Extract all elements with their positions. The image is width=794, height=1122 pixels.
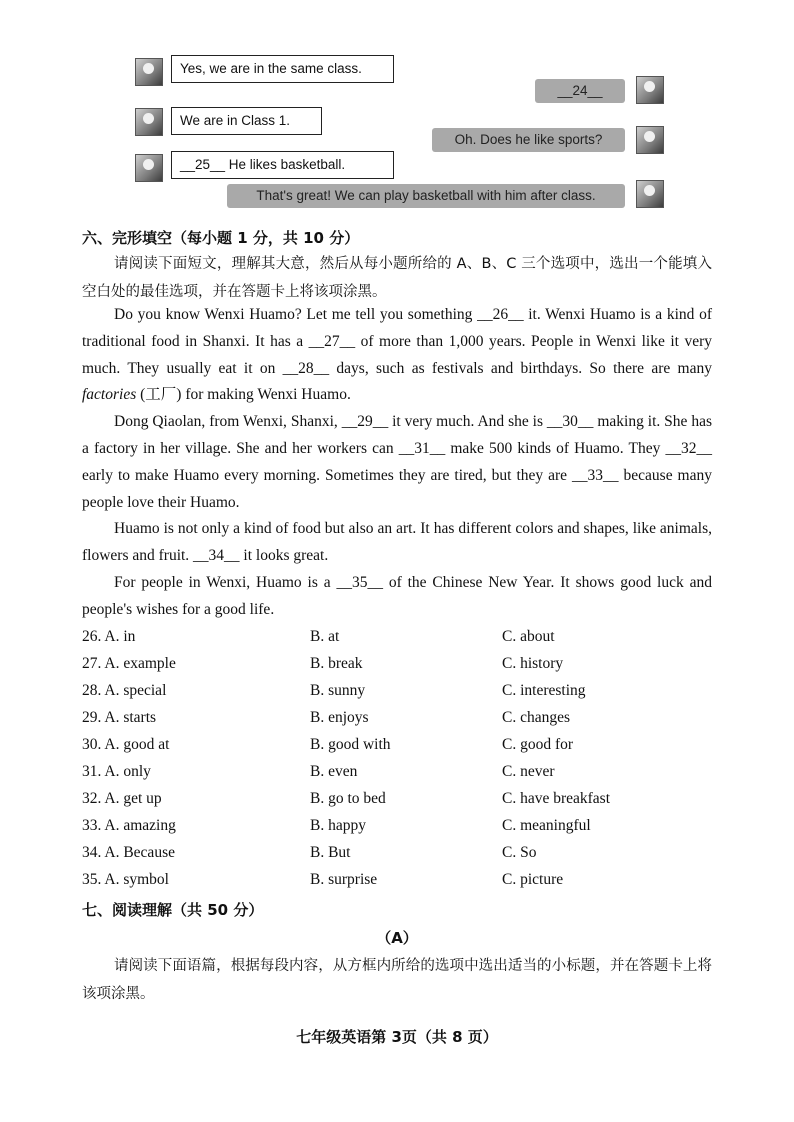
question-options-34: 34. A. Because B. But C. So: [82, 844, 537, 861]
passage-paragraph-3: Huamo is not only a kind of food but also an art. It has different colors and shapes, like animals, flowers and fruit. __34__ it looks great.: [82, 520, 712, 565]
cloze-passage: [82, 302, 712, 624]
question-options-29: 29. A. starts B. enjoys C. changes: [82, 709, 571, 726]
dialogue-line-5: __25__ He likes basketball.: [171, 151, 394, 179]
student-avatar-left: [135, 108, 163, 136]
question-options-35: 35. A. symbol B. surprise C. picture: [82, 871, 564, 888]
section-6-instruction: 请阅读下面短文，理解其大意，然后从每小题所给的 A、B、C 三个选项中，选出一个能填入空白处的最佳选项，并在答题卡上将该项涂黑。: [82, 256, 712, 300]
dialogue-line-2: __24__: [535, 79, 625, 103]
dialogue-line-3: We are in Class 1.: [171, 107, 322, 135]
reading-part-label: （A）: [376, 929, 418, 947]
question-options-31: 31. A. only B. even C. never: [82, 763, 555, 780]
student-avatar-right: [636, 126, 664, 154]
passage-paragraph-2: Dong Qiaolan, from Wenxi, Shanxi, __29__ it very much. And she is __30__ making it. She has a factory in her village. She and her workers can __31__ make 500 kinds of Huamo. They __32__ early to make Huamo every morning. Sometimes they are tired, but they are __33__ because many people love their Huamo.: [82, 413, 712, 511]
passage-paragraph-1: Do you know Wenxi Huamo? Let me tell you something __26__ it. Wenxi Huamo is a kind of traditional food in Shanxi. It has a __27__ of more than 1,000 years. People in Wenxi like it very much. They usually eat it on __28__ days, such as festivals and birthdays. So there are many factories (工厂) for making Wenxi Huamo.: [82, 306, 712, 404]
dialogue-line-6: That's great! We can play basketball with him after class.: [227, 184, 625, 208]
question-options-30: 30. A. good at B. good with C. good for: [82, 736, 574, 753]
student-avatar-right: [636, 76, 664, 104]
section-6-heading: 六、完形填空（每小题 1 分，共 10 分）: [82, 229, 360, 247]
question-options-28: 28. A. special B. sunny C. interesting: [82, 682, 586, 699]
question-options-33: 33. A. amazing B. happy C. meaningful: [82, 817, 591, 834]
student-avatar-left: [135, 154, 163, 182]
question-options-27: 27. A. example B. break C. history: [82, 655, 564, 672]
student-avatar-left: [135, 58, 163, 86]
dialogue-line-4: Oh. Does he like sports?: [432, 128, 625, 152]
question-options-26: 26. A. in B. at C. about: [82, 628, 555, 645]
dialogue-line-1: Yes, we are in the same class.: [171, 55, 394, 83]
section-7-instruction: 请阅读下面语篇，根据每段内容，从方框内所给的选项中选出适当的小标题，并在答题卡上将该项涂黑。: [82, 958, 712, 1002]
page-footer: 七年级英语第 3页（共 8 页）: [296, 1028, 498, 1046]
section-7-heading: 七、阅读理解（共 50 分）: [82, 901, 264, 919]
student-avatar-right: [636, 180, 664, 208]
passage-paragraph-4: For people in Wenxi, Huamo is a __35__ of the Chinese New Year. It shows good luck and people's wishes for a good life.: [82, 573, 712, 618]
question-options-32: 32. A. get up B. go to bed C. have breakfast: [82, 790, 611, 807]
